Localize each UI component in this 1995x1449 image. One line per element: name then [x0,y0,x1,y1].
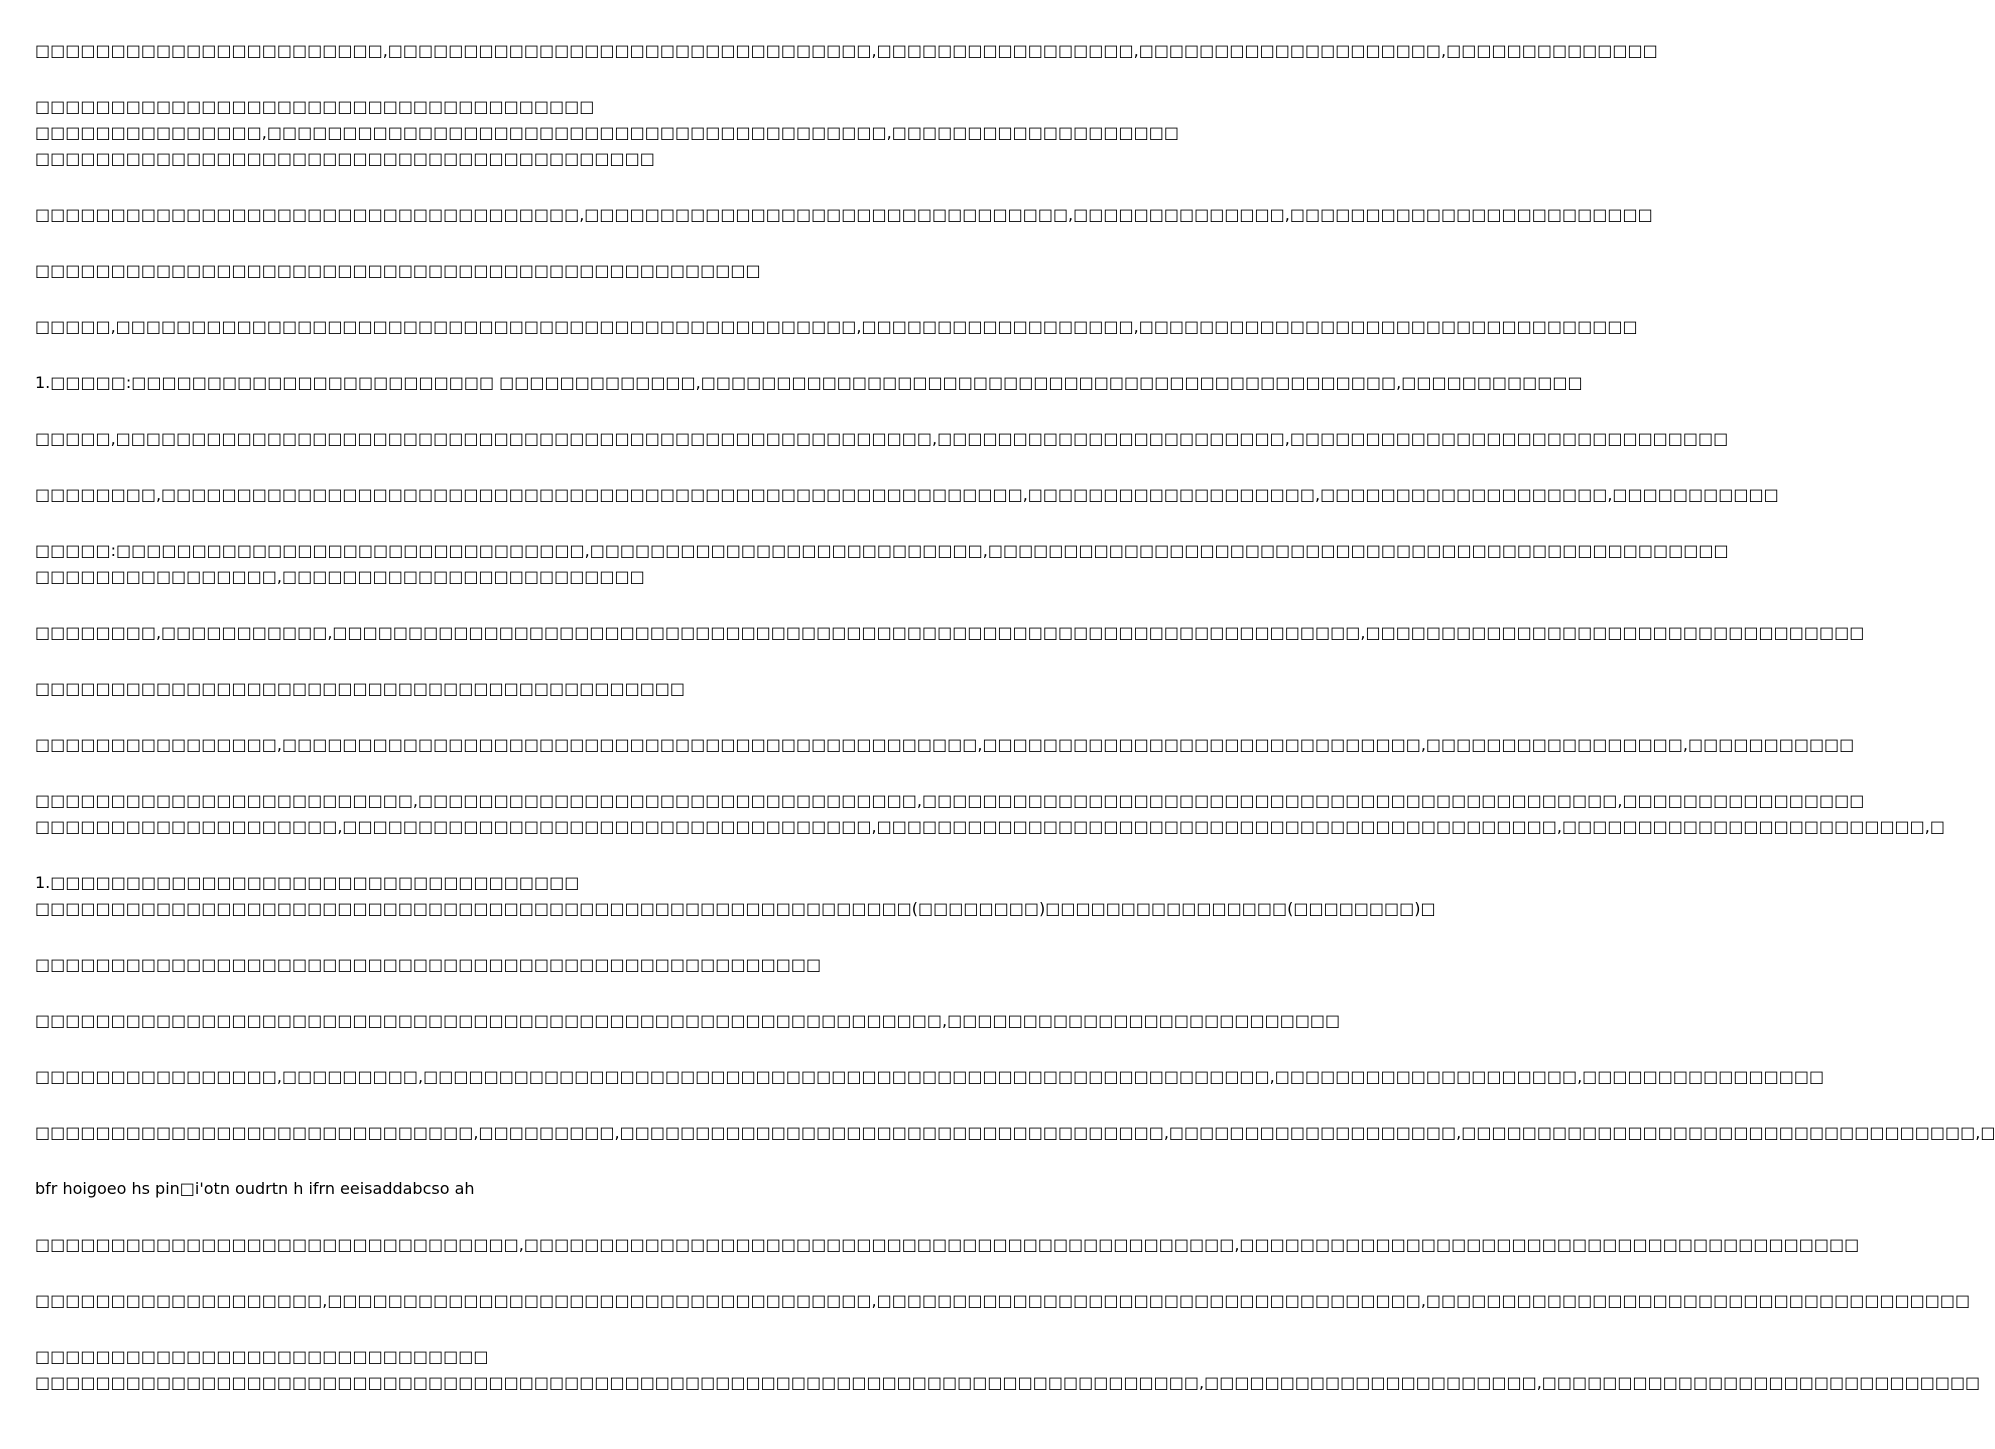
text-line: 1.□□□□□□□□□□□□□□□□□□□□□□□□□□□□□□□□□□□ [35,873,580,892]
text-line: □□□□□□□□□□□□□□□□□□□□,□□□□□□□□□□□□□□□□□□□□□□□□□□□□□□□□□□□,□□□□□□□□□□□□□□□□□□□□□□□□□□□□□□□□□□□□□□□□□□□□□,□□□□□□□□□□□□□□□□□□□□□□□□,□ [35,817,1945,836]
text-line: □□□□□□□□□□□□□□□□□□□□□□□□□□□□□□□□□□□□□□□□□□□□□□□□□□□□□□□□□□□□□□□□□□□□□□□□□□□□□,□□□□□□□□□□□□□□□□□□□□□□,□□□□□□□□□□□□□□□□□□□□□□□□□□□□□ [35,1373,1981,1392]
text-line: □□□□□□□□□□□□□□□□,□□□□□□□□□□□□□□□□□□□□□□□□□□□□□□□□□□□□□□□□□□□□□□,□□□□□□□□□□□□□□□□□□□□□□□□□□□□□,□□□□□□□□□□□□□□□□□,□□□□□□□□□□□ [35,735,1855,754]
text-line: □□□□□,□□□□□□□□□□□□□□□□□□□□□□□□□□□□□□□□□□□□□□□□□□□□□□□□□,□□□□□□□□□□□□□□□□□□,□□□□□□□□□□□□□□□□□□□□□□□□□□□□□□□□□ [35,317,1638,336]
paragraph [35,538,1729,590]
text-line: □□□□□□□□□□□□□□□□,□□□□□□□□□□□□□□□□□□□□□□□□ [35,567,645,586]
paragraph [35,1288,1971,1314]
text-line: □□□□□□□□□□□□□□□□□□□□□□□□□□□□□□□□□□□□□□□□□□□ [35,679,686,698]
paragraph [35,370,1583,396]
text-line: □□□□□□□□,□□□□□□□□□□□□□□□□□□□□□□□□□□□□□□□□□□□□□□□□□□□□□□□□□□□□□□□□□,□□□□□□□□□□□□□□□□□□□,□□□□□□□□□□□□□□□□□□□,□□□□□□□□□□□ [35,485,1779,504]
paragraph [35,258,990,284]
text-line: □□□□□□□□□□□□□□□□□□□□□□□□□□□□□□□□□□□□□□□□□□□□□□□□□□□□□□□□□□□□,□□□□□□□□□□□□□□□□□□□□□□□□□□ [35,1011,1341,1030]
text-line: □□□□□,□□□□□□□□□□□□□□□□□□□□□□□□□□□□□□□□□□□□□□□□□□□□□□□□□□□□□□,□□□□□□□□□□□□□□□□□□□□□□□,□□□□□□□□□□□□□□□□□□□□□□□□□□□□□ [35,429,1729,448]
paragraph [35,38,1658,64]
text-line: □□□□□□□□,□□□□□□□□□□□,□□□□□□□□□□□□□□□□□□□□□□□□□□□□□□□□□□□□□□□□□□□□□□□□□□□□□□□□□□□□□□□□□□□□,□□□□□□□□□□□□□□□□□□□□□□□□□□□□□□□□□ [35,623,1865,642]
text-line: □□□□□□□□□□□□□□□□□□□□□□□,□□□□□□□□□□□□□□□□□□□□□□□□□□□□□□□□,□□□□□□□□□□□□□□□□□,□□□□□□□□□□□□□□□□□□□□,□□□□□□□□□□□□□□ [35,41,1658,60]
paragraph [35,426,1729,452]
text-line: □□□□□□□□□□□□□□□□□□□□□□□□□□□□□□□□□□□□,□□□□□□□□□□□□□□□□□□□□□□□□□□□□□□□□,□□□□□□□□□□□□□□,□□□□□□□□□□□□□□□□□□□□□□□□ [35,205,1653,224]
paragraph [35,94,1179,172]
paragraph [35,620,1865,646]
paragraph [35,788,1945,840]
document-page [35,38,1995,1426]
text-line: □□□□□□□□□□□□□□□□□□□,□□□□□□□□□□□□□□□□□□□□□□□□□□□□□□□□□□□□,□□□□□□□□□□□□□□□□□□□□□□□□□□□□□□□□□□□□,□□□□□□□□□□□□□□□□□□□□□□□□□□□□□□□□□□□□ [35,1291,1971,1310]
text-line: □□□□□□□□□□□□□□□□□□□□□□□□□□□□□□□□□□□□□□□□□ [35,149,655,168]
paragraph [35,482,1779,508]
text-line: 1.□□□□□:□□□□□□□□□□□□□□□□□□□□□□□□ □□□□□□□□□□□□□,□□□□□□□□□□□□□□□□□□□□□□□□□□□□□□□□□□□□□□□□□□□□□□,□□□□□□□□□□□□ [35,373,1583,392]
text-line: □□□□□□□□□□□□□□□,□□□□□□□□□□□□□□□□□□□□□□□□□□□□□□□□□□□□□□□□□,□□□□□□□□□□□□□□□□□□□ [35,123,1179,142]
paragraph [35,1176,990,1202]
text-line: □□□□□□□□□□□□□□□□□□□□□□□□□□□□□□□□□□□□□ [35,97,595,116]
paragraph [35,1232,1860,1258]
paragraph [35,1008,1341,1034]
paragraph [35,870,1436,922]
paragraph [35,952,990,978]
paragraph [35,1344,1981,1396]
text-line: □□□□□□□□□□□□□□□□□□□□□□□□□□□□□□□□□□□□□□□□□□□□□□□□□□□□□□□□□□(□□□□□□□□)□□□□□□□□□□□□□□□□(□□□□□□□□)□ [35,899,1436,918]
text-line: □□□□□□□□□□□□□□□□□□□□□□□□□□□□□□□□□□□□□□□□□□□□□□□□□□□□ [35,955,822,974]
text-line: bfr hoigoeo hs pin□i'otn oudrtn h ifrn eeisaddabcso ah [35,1179,475,1198]
text-line: □□□□□:□□□□□□□□□□□□□□□□□□□□□□□□□□□□□□□,□□□□□□□□□□□□□□□□□□□□□□□□□□,□□□□□□□□□□□□□□□□□□□□□□□□□□□□□□□□□□□□□□□□□□□□□□□□□ [35,541,1729,560]
text-line: □□□□□□□□□□□□□□□□□□□□□□□□□,□□□□□□□□□□□□□□□□□□□□□□□□□□□□□□□□□,□□□□□□□□□□□□□□□□□□□□□□□□□□□□□□□□□□□□□□□□□□□□□□,□□□□□□□□□□□□□□□□ [35,791,1865,810]
text-line: □□□□□□□□□□□□□□□□□□□□□□□□□□□□□□□□,□□□□□□□□□□□□□□□□□□□□□□□□□□□□□□□□□□□□□□□□□□□□□□□,□□□□□□□□□□□□□□□□□□□□□□□□□□□□□□□□□□□□□□□□□ [35,1235,1860,1254]
paragraph [35,202,1653,228]
text-line: □□□□□□□□□□□□□□□□□□□□□□□□□□□□□,□□□□□□□□□,□□□□□□□□□□□□□□□□□□□□□□□□□□□□□□□□□□□□,□□□□□□□□□□□□□□□□□□□,□□□□□□□□□□□□□□□□□□□□□□□□□□□□□□□□□□,□ [35,1123,1995,1142]
paragraph [35,1064,1825,1090]
paragraph [35,314,1638,340]
text-line: □□□□□□□□□□□□□□□□,□□□□□□□□□,□□□□□□□□□□□□□□□□□□□□□□□□□□□□□□□□□□□□□□□□□□□□□□□□□□□□□□□□,□□□□□□□□□□□□□□□□□□□□,□□□□□□□□□□□□□□□□ [35,1067,1825,1086]
paragraph [35,676,990,702]
paragraph [35,732,1855,758]
paragraph [35,1120,1995,1146]
text-line: □□□□□□□□□□□□□□□□□□□□□□□□□□□□□□ [35,1347,489,1366]
text-line: □□□□□□□□□□□□□□□□□□□□□□□□□□□□□□□□□□□□□□□□□□□□□□□□ [35,261,761,280]
